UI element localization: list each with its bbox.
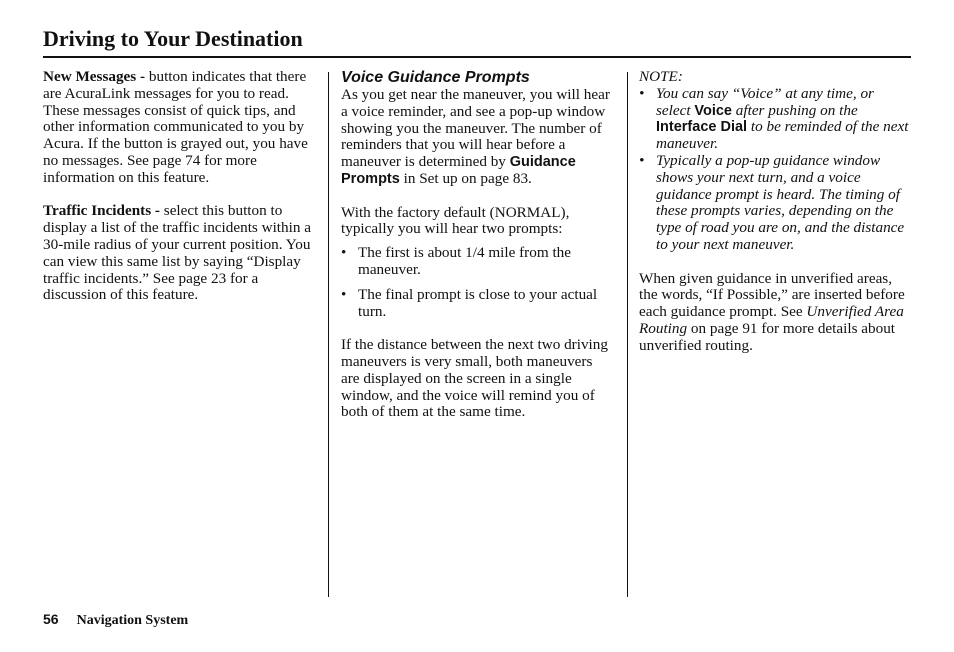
column-right	[639, 69, 911, 355]
distance-paragraph: If the distance between the next two driving maneuvers is very small, both maneuvers are displayed on the screen in a single window, and the voice will remind you of both of them at the same time.	[341, 336, 608, 421]
interface-dial-label: Interface Dial	[656, 119, 748, 136]
voice-guidance-intro	[341, 87, 611, 188]
unverified-text-a: When given guidance in unverified areas, the words, “If Possible,” are inserted before each guidance prompt. See	[639, 269, 905, 321]
column-divider-left	[328, 72, 329, 597]
unverified-area-routing-ref: Unverified Area Routing	[639, 303, 904, 337]
note1-text-c: to be reminded of the next maneuver.	[656, 118, 909, 153]
list-item	[341, 287, 611, 321]
unverified-text-b: on page 91 for more details about unverified routing.	[639, 319, 896, 354]
intro-text-b: in Set up on page 83.	[399, 169, 532, 187]
voice-guidance-subheading: Voice Guidance Prompts	[341, 69, 530, 86]
traffic-incidents-text: select this button to display a list of the traffic incidents within a 30-mile radius of your current position. You can view this same list by saying “Display traffic incidents.” See page 23 for a discussion of this feature.	[43, 202, 311, 304]
footer-section: Navigation System	[76, 613, 189, 628]
list-item-text: The first is about 1/4 mile from the maneuver.	[358, 244, 572, 278]
list-item	[341, 245, 611, 279]
bullet-icon: •	[639, 84, 645, 102]
new-messages-text: button indicates that there are AcuraLink messages for you to read. These messages consist of quick tips, and other information communicated to you by Acura. If the button is grayed out, you have no messages. See page 74 for more information on this feature.	[43, 68, 308, 186]
bullet-icon: •	[341, 285, 347, 303]
bullet-icon: •	[341, 244, 347, 262]
page-number: 56	[43, 611, 59, 627]
title-divider	[43, 56, 911, 58]
note2-text: Typically a pop-up guidance window shows your next turn, and a voice guidance prompt is heard. The timing of these prompts varies, depending on the type of road you are on, and the distance to your next maneuver.	[656, 151, 905, 253]
list-item	[639, 153, 911, 254]
note-list	[639, 86, 911, 254]
new-messages-paragraph	[43, 69, 315, 187]
column-middle	[341, 69, 611, 421]
list-item	[639, 86, 911, 153]
note1-text-b: after pushing on the	[731, 101, 858, 119]
traffic-incidents-term: Traffic Incidents -	[43, 202, 160, 220]
unverified-areas-paragraph	[639, 271, 911, 355]
voice-button-label: Voice	[694, 102, 732, 119]
column-divider-right	[627, 72, 628, 597]
traffic-incidents-paragraph	[43, 203, 315, 304]
page-footer	[43, 611, 188, 629]
list-item-text: The final prompt is close to your actual turn.	[358, 285, 598, 320]
column-left	[43, 69, 315, 304]
prompts-list	[341, 245, 611, 320]
page-title: Driving to Your Destination	[43, 26, 303, 51]
note-label: NOTE:	[639, 68, 683, 85]
new-messages-term: New Messages -	[43, 68, 146, 85]
bullet-icon: •	[639, 151, 645, 169]
intro-text-a: As you get near the maneuver, you will hear a voice reminder, and see a pop-up window showing you the maneuver. The number of reminders that you will hear before a maneuver is determined by	[341, 86, 610, 171]
factory-default-paragraph: With the factory default (NORMAL), typically you will hear two prompts:	[341, 203, 570, 238]
note1-text-a: You can say “Voice” at any time, or select	[656, 84, 874, 119]
guidance-prompts-label: Guidance Prompts	[341, 154, 576, 187]
